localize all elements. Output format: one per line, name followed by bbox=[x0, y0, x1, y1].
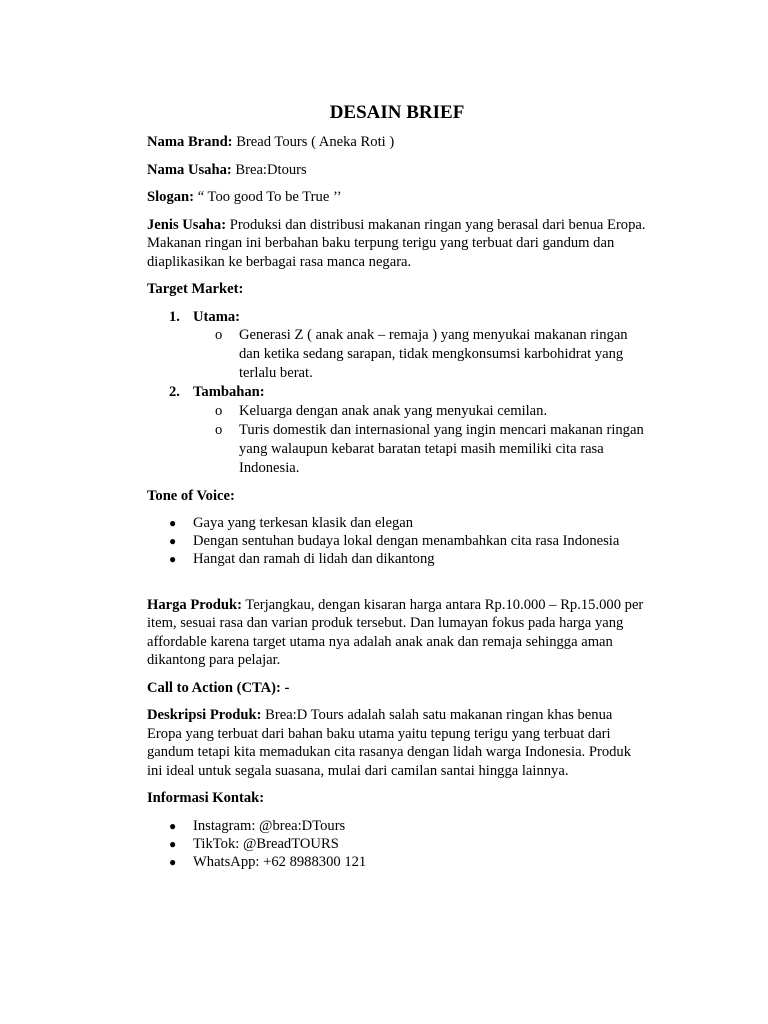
document-page bbox=[147, 100, 647, 880]
list-item-text: Generasi Z ( anak anak – remaja ) yang menyukai makanan ringan dan ketika sedang sarapan, tidak mengkonsumsi karbohidrat yang terlalu berat. bbox=[239, 327, 628, 381]
circle-bullet-icon: o bbox=[215, 421, 223, 438]
list-item bbox=[147, 550, 647, 568]
bullet-dot-icon: ● bbox=[169, 818, 177, 833]
list-item-text: Instagram: @brea:DTours bbox=[193, 817, 346, 834]
list-number: 1. bbox=[169, 308, 180, 325]
slogan-line bbox=[147, 188, 647, 207]
list-item-text: Hangat dan ramah di lidah dan dikantong bbox=[193, 551, 435, 568]
blank-line bbox=[147, 578, 647, 596]
tone-of-voice-list bbox=[147, 514, 647, 569]
harga-produk-label: Harga Produk: bbox=[147, 596, 243, 613]
list-item bbox=[147, 835, 647, 853]
target-sublist-utama bbox=[193, 326, 647, 383]
tone-of-voice-heading bbox=[147, 487, 647, 506]
document-title: DESAIN BRIEF bbox=[329, 102, 465, 123]
harga-produk-value: Terjangkau, dengan kisaran harga antara Rp.10.000 – Rp.15.000 per item, sesuai rasa dan varian produk tersebut. Dan lumayan fokus pada harga yang affordable karena target utama nya adalah anak anak dan remaja sehingga aman dikantong para pelajar. bbox=[147, 596, 644, 669]
brand-value: Bread Tours ( Aneka Roti ) bbox=[232, 134, 395, 150]
circle-bullet-icon: o bbox=[215, 402, 223, 419]
target-group-utama bbox=[147, 308, 647, 384]
brand-line bbox=[147, 133, 647, 152]
brand-label: Nama Brand: bbox=[147, 134, 233, 150]
bullet-dot-icon: ● bbox=[169, 516, 177, 530]
list-item bbox=[193, 326, 647, 383]
slogan-value: “ Too good To be True ’’ bbox=[194, 189, 342, 205]
usaha-label: Nama Usaha: bbox=[147, 161, 232, 178]
target-market-list bbox=[147, 308, 647, 478]
jenis-usaha-label: Jenis Usaha: bbox=[147, 216, 227, 233]
jenis-usaha-value: Produksi dan distribusi makanan ringan yang berasal dari benua Eropa. Makanan ringan ini berbahan baku terpung terigu yang terbuat dari gandum dan diaplikasikan ke berbagai rasa manca negara. bbox=[147, 216, 646, 270]
list-item bbox=[147, 817, 647, 835]
bullet-dot-icon: ● bbox=[169, 552, 177, 567]
list-item bbox=[193, 421, 647, 478]
target-group-tambahan bbox=[147, 383, 647, 478]
bullet-dot-icon: ● bbox=[169, 836, 177, 851]
tone-of-voice-label: Tone of Voice: bbox=[147, 487, 235, 504]
list-item bbox=[147, 853, 647, 871]
informasi-kontak-heading bbox=[147, 789, 647, 808]
list-item-text: Gaya yang terkesan klasik dan elegan bbox=[193, 515, 414, 531]
target-market-label: Target Market: bbox=[147, 281, 244, 297]
target-sublist-tambahan bbox=[193, 402, 647, 478]
deskripsi-produk-paragraph bbox=[147, 706, 647, 780]
cta-label: Call to Action (CTA): - bbox=[147, 679, 290, 696]
target-market-heading bbox=[147, 280, 647, 299]
list-item bbox=[193, 402, 647, 421]
harga-produk-paragraph bbox=[147, 596, 647, 670]
list-item-text: TikTok: @BreadTOURS bbox=[193, 835, 339, 852]
usaha-value: Brea:Dtours bbox=[231, 161, 307, 178]
list-item-text: Keluarga dengan anak anak yang menyukai cemilan. bbox=[239, 402, 548, 419]
list-item-text: Turis domestik dan internasional yang ingin mencari makanan ringan yang walaupun kebarat baratan tetapi masih memiliki cita rasa Indonesia. bbox=[239, 421, 644, 476]
list-item-text: Dengan sentuhan budaya lokal dengan menambahkan cita rasa Indonesia bbox=[193, 533, 620, 550]
slogan-label: Slogan: bbox=[147, 189, 195, 205]
informasi-kontak-label: Informasi Kontak: bbox=[147, 790, 265, 807]
bullet-dot-icon: ● bbox=[169, 534, 177, 549]
informasi-kontak-list bbox=[147, 817, 647, 872]
target-group-label: Tambahan: bbox=[193, 384, 265, 400]
list-item bbox=[147, 532, 647, 550]
list-item-text: WhatsApp: +62 8988300 121 bbox=[193, 854, 367, 871]
bullet-dot-icon: ● bbox=[169, 855, 177, 870]
list-number: 2. bbox=[169, 384, 180, 400]
circle-bullet-icon: o bbox=[215, 327, 223, 343]
deskripsi-produk-value: Brea:D Tours adalah salah satu makanan ringan khas benua Eropa yang terbuat dari bahan baku utama yaitu tepung terigu yang terbuat dari gandum tetapi kita memadukan cita rasanya dengan lidah warga Indonesia. Produk ini ideal untuk segala suasana, mulai dari camilan santai hingga lainnya. bbox=[147, 707, 632, 779]
jenis-usaha-paragraph bbox=[147, 216, 647, 272]
deskripsi-produk-label: Deskripsi Produk: bbox=[147, 707, 262, 724]
target-group-label: Utama: bbox=[193, 308, 241, 325]
list-item bbox=[147, 514, 647, 532]
usaha-line bbox=[147, 161, 647, 180]
cta-line bbox=[147, 679, 647, 698]
